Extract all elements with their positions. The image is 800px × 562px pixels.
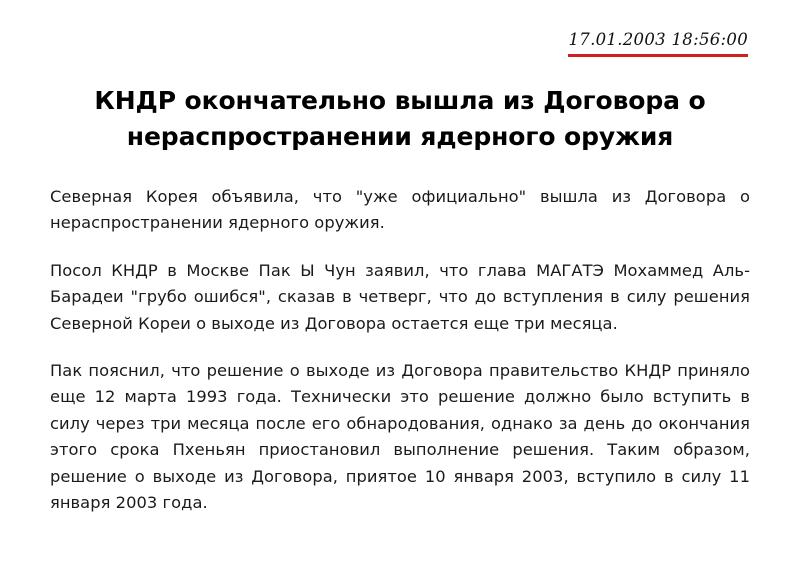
publication-timestamp: 17.01.2003 18:56:00 bbox=[568, 30, 748, 57]
page-title: КНДР окончательно вышла из Договора о нераспространении ядерного оружия bbox=[94, 86, 706, 151]
article-paragraph: Пак пояснил, что решение о выходе из Договора правительство КНДР приняло еще 12 марта 1993 года. Технически это решение должно было вступить в силу через три месяца после его обнародования, однако за день до окончания этого срока Пхеньян приостановил выполнение решения. Таким образом, решение о выходе из Договора, приятое 10 января 2003, вступило в силу 11 января 2003 года. bbox=[50, 360, 750, 512]
timestamp-row bbox=[44, 0, 756, 57]
article-body bbox=[44, 184, 756, 516]
article-paragraph: Посол КНДР в Москве Пак Ы Чун заявил, что глава МАГАТЭ Мохаммед Аль-Барадеи "грубо ошибся", сказав в четверг, что до вступления в силу решения Северной Кореи о выходе из Договора остается еще три месяца. bbox=[50, 260, 750, 333]
article-paragraph: Северная Корея объявила, что "уже официально" вышла из Договора о нераспространении ядерного оружия. bbox=[50, 187, 750, 233]
